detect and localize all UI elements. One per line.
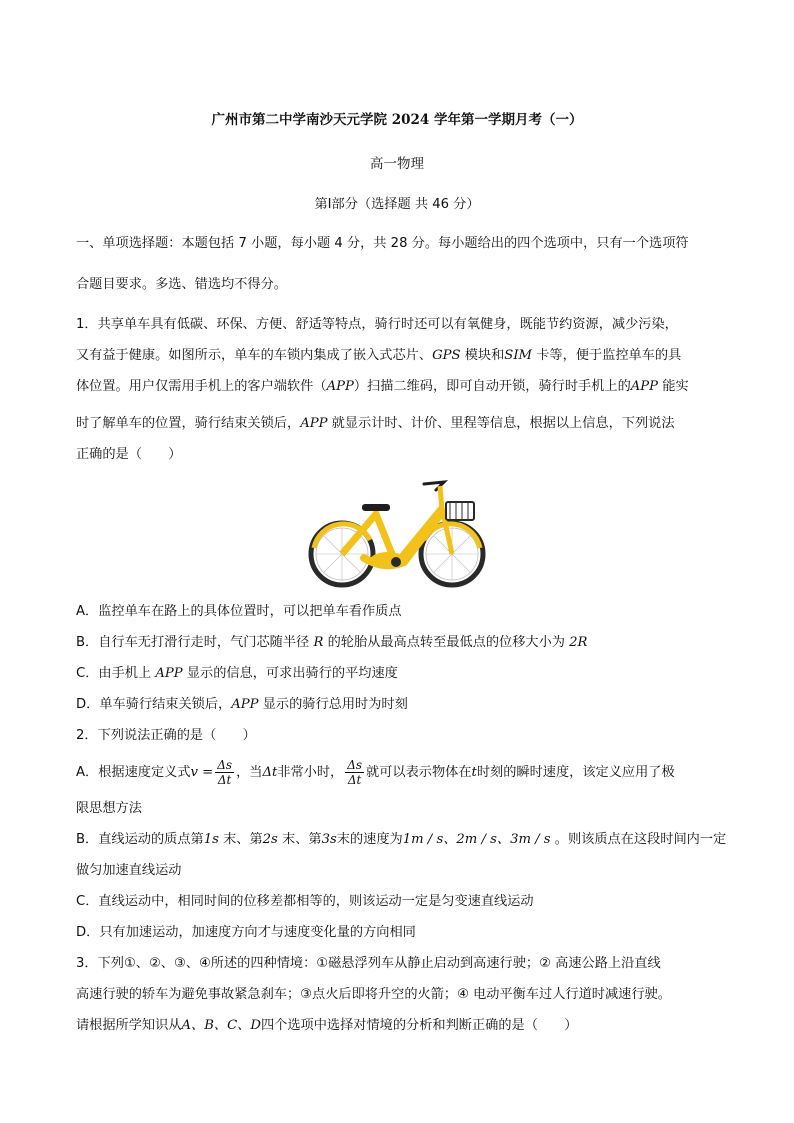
q2-option-a-line-2: 限思想方法 [76,801,142,816]
q1-line-4: 时了解单车的位置，骑行结束关锁后，APP 就显示计时、计价、里程等信息，根据以上信息，下列说法 [76,416,675,431]
instructions-line-2: 合题目要求。多选、错选均不得分。 [76,277,287,292]
q1-option-d: D．单车骑行结束关锁后，APP 显示的骑行总用时为时刻 [76,697,408,712]
instructions-line-1: 一、单项选择题：本题包括 7 小题，每小题 4 分，共 28 分。每小题给出的四个选项中，只有一个选项符 [76,236,689,251]
q1-line-2: 又有益于健康。如图所示，单车的车锁内集成了嵌入式芯片、GPS 模块和SIM 卡等，便于监控单车的具 [76,348,682,363]
q3-line-3: 请根据所学知识从A、B、C、D四个选项中选择对情境的分析和判断正确的是（ ） [76,1018,578,1033]
q1-line-1: 1．共享单车具有低碳、环保、方便、舒适等特点，骑行时还可以有氧健身，既能节约资源，减少污染， [76,317,678,332]
subject-title: 高一物理 [370,156,424,172]
q2-option-b-line-2: 做匀加速直线运动 [76,863,182,878]
q3-line-2: 高速行驶的轿车为避免事故紧急刹车；③点火后即将升空的火箭；④ 电动平衡车过人行道时减速行驶。 [76,987,671,1002]
q3-line-1: 3．下列①、②、③、④所述的四种情境：①磁悬浮列车从静止启动到高速行驶；② 高速公路上沿直线 [76,956,661,971]
q2-option-a: A．根据速度定义式v = $\frac{\Delta s}{\Delta t}$ ，当Δt非常小时， $\frac{\Delta s}{\Delta t}$ 就可以表示物体在t时刻的瞬时速度，该定义应用了极 [76,757,675,787]
q2-option-b: B．直线运动的质点第1s 末、第2s 末、第3s末的速度为1m / s、2m / s、3m / s 。则该质点在这段时间内一定 [76,832,727,847]
q2-option-c: C．直线运动中，相同时间的位移差都相等的，则该运动一定是匀变速直线运动 [76,894,534,909]
q1-line-5: 正确的是（ ） [76,447,182,462]
q2-option-d: D．只有加速运动，加速度方向才与速度变化量的方向相同 [76,925,416,940]
section-heading: 第Ⅰ部分（选择题 共 46 分） [314,197,480,212]
bicycle-image [304,478,490,590]
exam-title: 广州市第二中学南沙天元学院 2024 学年第一学期月考（一） [211,112,583,128]
q1-line-3: 体位置。用户仅需用手机上的客户端软件（APP）扫描二维码，即可自动开锁，骑行时手机上的APP 能实 [76,379,689,394]
q1-option-b: B．自行车无打滑行走时，气门芯随半径 R 的轮胎从最高点转至最低点的位移大小为 2R [76,635,588,650]
q1-option-c: C．由手机上 APP 显示的信息，可求出骑行的平均速度 [76,666,398,681]
q1-option-a: A．监控单车在路上的具体位置时，可以把单车看作质点 [76,604,402,619]
q2-stem: 2．下列说法正确的是（ ） [76,728,256,743]
velocity-fraction: $\frac{\Delta s}{\Delta t}$ [217,757,233,787]
ratio-fraction: $\frac{\Delta s}{\Delta t}$ [347,757,363,787]
